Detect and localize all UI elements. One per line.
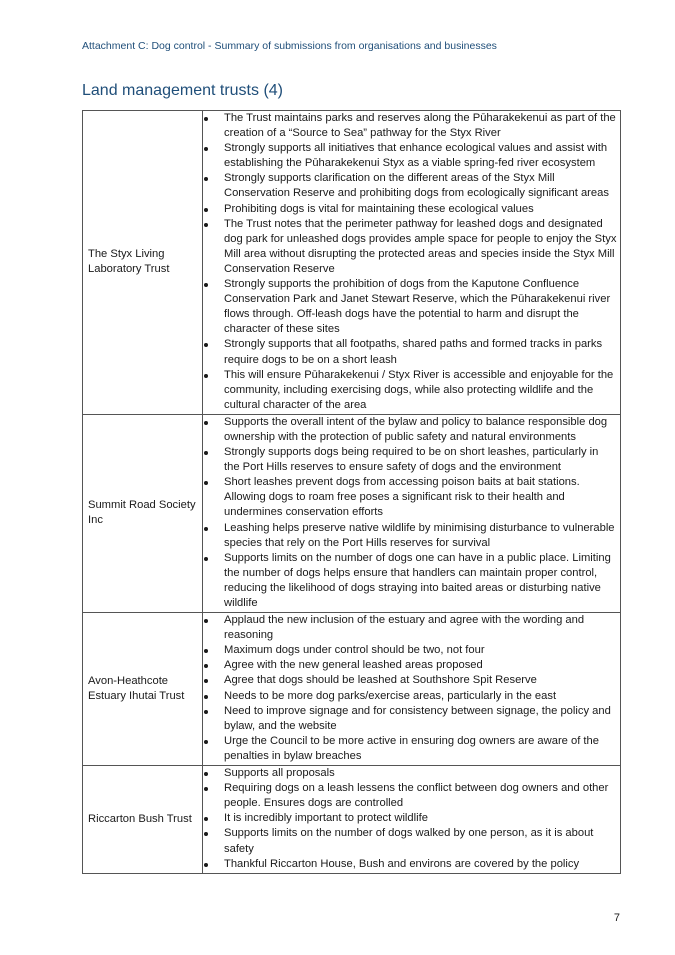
bullet-list — [203, 766, 617, 872]
list-item: It is incredibly important to protect wildlife — [203, 811, 617, 826]
list-item: Need to improve signage and for consistency between signage, the policy and bylaw, and the website — [203, 704, 617, 734]
bullet-list — [203, 613, 617, 764]
table-row — [83, 111, 621, 415]
list-item: Supports limits on the number of dogs walked by one person, as it is about safety — [203, 826, 617, 856]
list-item: Agree that dogs should be leashed at Southshore Spit Reserve — [203, 673, 617, 688]
list-item: Strongly supports that all footpaths, shared paths and formed tracks in parks require dogs to be on a short leash — [203, 337, 617, 367]
organisation-name: Riccarton Bush Trust — [83, 766, 203, 874]
list-item: Thankful Riccarton House, Bush and environs are covered by the policy — [203, 857, 617, 872]
page-number: 7 — [613, 912, 620, 924]
list-item: Strongly supports the prohibition of dogs from the Kaputone Confluence Conservation Park and Janet Stewart Reserve, which the Pūharakekenui river flows through. Off-leash dogs have the potential to harm and disrupt the character of these sites — [203, 277, 617, 337]
bullet-list — [203, 415, 617, 611]
list-item: Supports the overall intent of the bylaw and policy to balance responsible dog ownership with the protection of public safety and natural environments — [203, 415, 617, 445]
table-row — [83, 613, 621, 766]
list-item: Needs to be more dog parks/exercise areas, particularly in the east — [203, 689, 617, 704]
list-item: Applaud the new inclusion of the estuary and agree with the wording and reasoning — [203, 613, 617, 643]
submission-points — [203, 766, 621, 874]
submissions-table-body — [83, 111, 621, 874]
list-item: The Trust notes that the perimeter pathway for leashed dogs and designated dog park for unleashed dogs provides ample space for people to enjoy the Styx Mill area without disrupting the protected areas and species inside the Styx Mill Conservation Reserve — [203, 217, 617, 277]
organisation-name: Summit Road Society Inc — [83, 414, 203, 612]
submissions-table — [82, 110, 621, 874]
submission-points — [203, 613, 621, 766]
list-item: Strongly supports clarification on the different areas of the Styx Mill Conservation Reserve and prohibiting dogs from ecologically significant areas — [203, 171, 617, 201]
list-item: The Trust maintains parks and reserves along the Pūharakekenui as part of the creation of a “Source to Sea” pathway for the Styx River — [203, 111, 617, 141]
submission-points — [203, 111, 621, 415]
list-item: Supports all proposals — [203, 766, 617, 781]
table-row — [83, 414, 621, 612]
list-item: Short leashes prevent dogs from accessing poison baits at bait stations. Allowing dogs to roam free poses a significant risk to their health and undermines conservation efforts — [203, 475, 617, 520]
bullet-list — [203, 111, 617, 413]
submission-points — [203, 414, 621, 612]
list-item: Agree with the new general leashed areas proposed — [203, 658, 617, 673]
list-item: This will ensure Pūharakekenui / Styx River is accessible and enjoyable for the community, including exercising dogs, while also protecting wildlife and the cultural character of the area — [203, 368, 617, 413]
table-row — [83, 766, 621, 874]
list-item: Maximum dogs under control should be two, not four — [203, 643, 617, 658]
organisation-name: The Styx Living Laboratory Trust — [83, 111, 203, 415]
organisation-name: Avon-Heathcote Estuary Ihutai Trust — [83, 613, 203, 766]
list-item: Strongly supports all initiatives that enhance ecological values and assist with establishing the Pūharakekenui Styx as a viable spring-fed river ecosystem — [203, 141, 617, 171]
document-header: Attachment C: Dog control - Summary of submissions from organisations and businesses — [82, 40, 497, 52]
section-title: Land management trusts (4) — [82, 82, 283, 99]
list-item: Prohibiting dogs is vital for maintaining these ecological values — [203, 202, 617, 217]
list-item: Supports limits on the number of dogs one can have in a public place. Limiting the number of dogs helps ensure that handlers can maintain proper control, reducing the likelihood of dogs straying into baited areas or disturbing native wildlife — [203, 551, 617, 611]
list-item: Urge the Council to be more active in ensuring dog owners are aware of the penalties in bylaw breaches — [203, 734, 617, 764]
list-item: Strongly supports dogs being required to be on short leashes, particularly in the Port Hills reserves to ensure safety of dogs and the environment — [203, 445, 617, 475]
list-item: Requiring dogs on a leash lessens the conflict between dog owners and other people. Ensures dogs are controlled — [203, 781, 617, 811]
list-item: Leashing helps preserve native wildlife by minimising disturbance to vulnerable species that rely on the Port Hills reserves for survival — [203, 521, 617, 551]
